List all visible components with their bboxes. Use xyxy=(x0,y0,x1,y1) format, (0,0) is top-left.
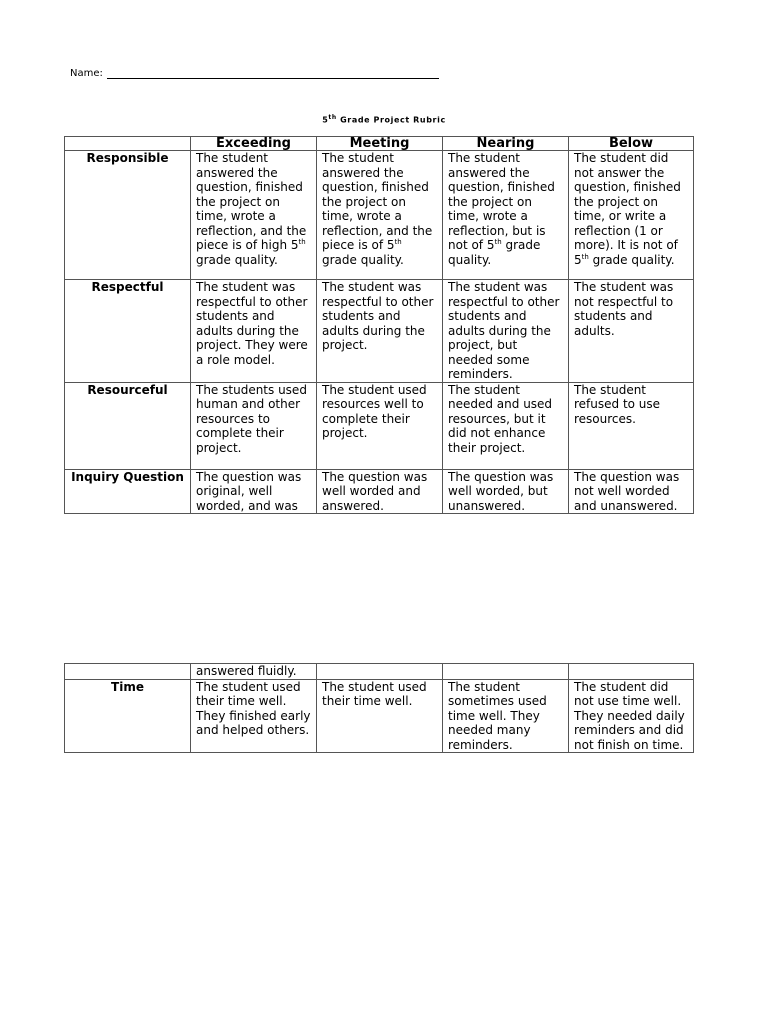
table-cell: The question was well worded and answered. xyxy=(317,469,443,514)
table-cell xyxy=(317,664,443,680)
table-cell: The student answered the question, finished the project on time, wrote a reflection, but is not of 5th grade quality. xyxy=(443,151,569,280)
table-cell: The student did not answer the question, finished the project on time, or write a reflection (1 or more). It is not of 5th grade quality. xyxy=(569,151,694,280)
rubric-table xyxy=(64,136,694,514)
table-cell: The student used resources well to complete their project. xyxy=(317,382,443,469)
table-cell: answered fluidly. xyxy=(191,664,317,680)
table-cell xyxy=(443,664,569,680)
table-cell: The student refused to use resources. xyxy=(569,382,694,469)
table-cell: The student did not use time well. They needed daily reminders and did not finish on time. xyxy=(569,679,694,753)
table-cell: The student answered the question, finished the project on time, wrote a reflection, and the piece is of high 5th grade quality. xyxy=(191,151,317,280)
name-label: Name: xyxy=(70,68,103,79)
column-header-nearing: Nearing xyxy=(443,137,569,151)
page-title: 5th Grade Project Rubric xyxy=(322,114,446,125)
table-cell: The question was well worded, but unanswered. xyxy=(443,469,569,514)
column-header-below: Below xyxy=(569,137,694,151)
table-row xyxy=(65,469,694,514)
row-header-responsible: Responsible xyxy=(65,151,191,280)
continuation-row xyxy=(65,664,694,680)
table-cell xyxy=(65,664,191,680)
table-cell: The student used their time well. xyxy=(317,679,443,753)
table-cell: The student was respectful to other students and adults during the project. xyxy=(317,280,443,383)
corner-cell xyxy=(65,137,191,151)
table-cell: The student answered the question, finished the project on time, wrote a reflection, and the piece is of 5th grade quality. xyxy=(317,151,443,280)
name-field[interactable] xyxy=(70,68,439,79)
row-header-respectful: Respectful xyxy=(65,280,191,383)
table-row xyxy=(65,382,694,469)
table-cell: The question was not well worded and unanswered. xyxy=(569,469,694,514)
table-cell: The student used their time well. They finished early and helped others. xyxy=(191,679,317,753)
table-row xyxy=(65,280,694,383)
table-row xyxy=(65,679,694,753)
row-header-resourceful: Resourceful xyxy=(65,382,191,469)
table-cell: The student needed and used resources, but it did not enhance their project. xyxy=(443,382,569,469)
header-row xyxy=(65,137,694,151)
table-cell: The student was respectful to other students and adults during the project. They were a role model. xyxy=(191,280,317,383)
table-cell: The students used human and other resources to complete their project. xyxy=(191,382,317,469)
row-header-time: Time xyxy=(65,679,191,753)
table-cell: The student was respectful to other students and adults during the project, but needed some reminders. xyxy=(443,280,569,383)
row-header-inquiry-question: Inquiry Question xyxy=(65,469,191,514)
table-cell: The student sometimes used time well. They needed many reminders. xyxy=(443,679,569,753)
name-blank-line[interactable] xyxy=(107,69,439,79)
table-cell xyxy=(569,664,694,680)
column-header-meeting: Meeting xyxy=(317,137,443,151)
column-header-exceeding: Exceeding xyxy=(191,137,317,151)
rubric-table-continued xyxy=(64,663,694,753)
table-cell: The student was not respectful to students and adults. xyxy=(569,280,694,383)
table-cell: The question was original, well worded, and was xyxy=(191,469,317,514)
table-row xyxy=(65,151,694,280)
